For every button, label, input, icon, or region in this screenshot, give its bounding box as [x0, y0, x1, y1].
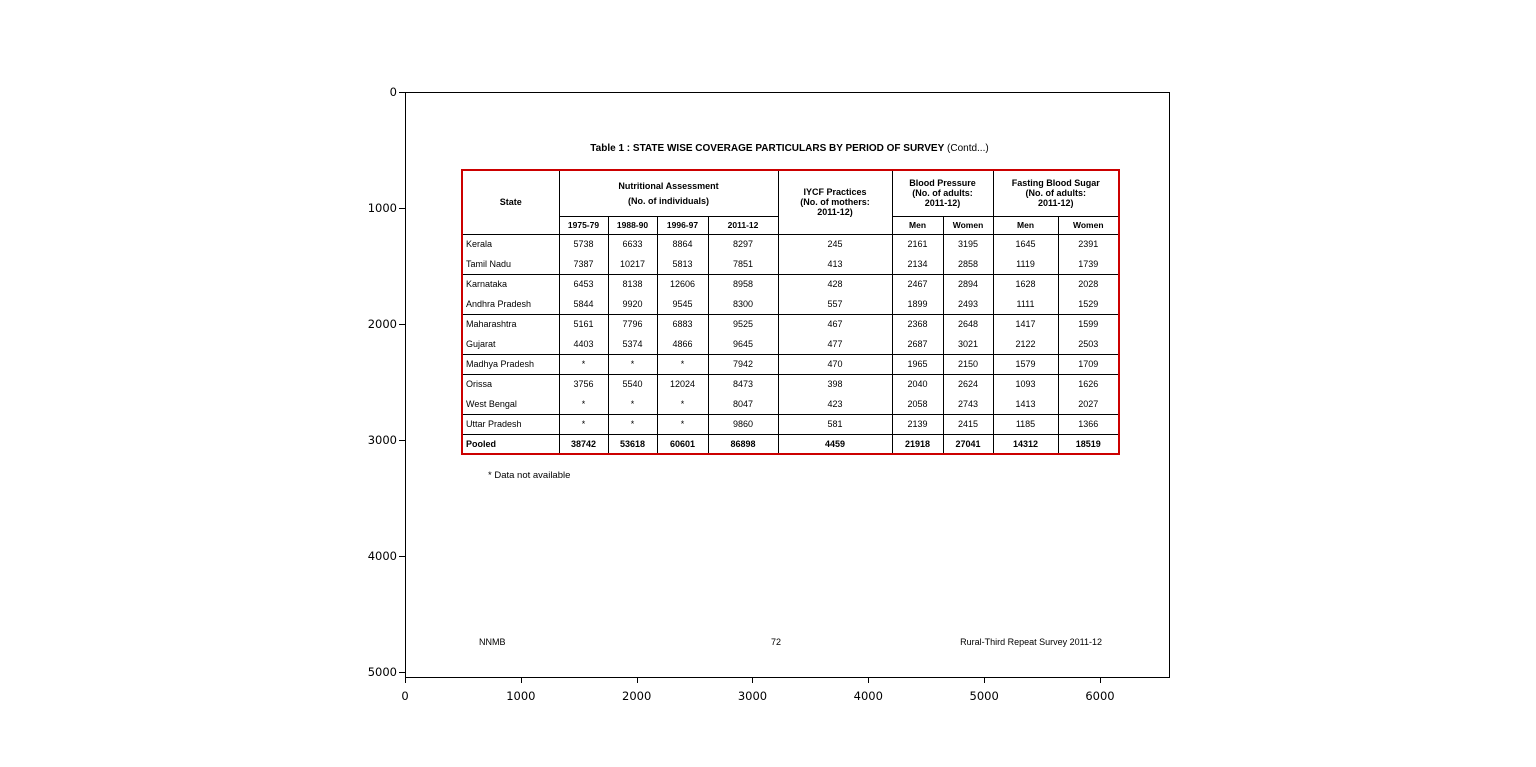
value-cell: 6633	[608, 234, 657, 254]
table-header	[462, 170, 1119, 234]
value-cell: 1628	[993, 274, 1058, 294]
value-cell: *	[559, 354, 608, 374]
header-fbs-line1: Fasting Blood Sugar	[1011, 178, 1100, 189]
y-tick-label: 1000	[367, 201, 397, 215]
value-cell: 38742	[559, 434, 608, 454]
header-bp-line2: (No. of adults:	[912, 188, 973, 199]
footnote: * Data not available	[488, 470, 571, 481]
value-cell: 86898	[708, 434, 778, 454]
value-cell: 2467	[892, 274, 943, 294]
value-cell: 2503	[1058, 334, 1119, 354]
value-cell: 8297	[708, 234, 778, 254]
value-cell: 1739	[1058, 254, 1119, 274]
value-cell: 8864	[657, 234, 708, 254]
state-cell: Madhya Pradesh	[462, 354, 559, 374]
table-row	[462, 394, 1119, 414]
plot-area	[405, 92, 1170, 678]
header-iycf-line1: IYCF Practices	[803, 187, 867, 198]
value-cell: 9525	[708, 314, 778, 334]
value-cell: 2122	[993, 334, 1058, 354]
table-row	[462, 334, 1119, 354]
header-blood-pressure	[892, 170, 993, 216]
value-cell: 2624	[943, 374, 993, 394]
value-cell: 1599	[1058, 314, 1119, 334]
value-cell: 7942	[708, 354, 778, 374]
value-cell: 10217	[608, 254, 657, 274]
value-cell: 2150	[943, 354, 993, 374]
header-nutritional-line2: (No. of individuals)	[628, 195, 709, 206]
state-cell: West Bengal	[462, 394, 559, 414]
value-cell: 1529	[1058, 294, 1119, 314]
value-cell: 2894	[943, 274, 993, 294]
header-year-1996-97: 1996-97	[657, 216, 708, 234]
value-cell: 1709	[1058, 354, 1119, 374]
value-cell: 2027	[1058, 394, 1119, 414]
state-cell: Maharashtra	[466, 319, 517, 330]
value-cell: 2040	[892, 374, 943, 394]
value-cell: *	[608, 354, 657, 374]
value-cell: 2134	[892, 254, 943, 274]
value-cell: 557	[778, 294, 892, 314]
state-cell: Kerala	[466, 239, 493, 250]
table-row	[462, 374, 1119, 394]
table-row	[462, 314, 1119, 334]
value-cell: 2028	[1058, 274, 1119, 294]
value-cell: 3756	[559, 374, 608, 394]
y-tick-label: 2000	[367, 317, 397, 331]
value-cell: 1093	[993, 374, 1058, 394]
header-bp-men: Men	[892, 216, 943, 234]
value-cell: 398	[778, 374, 892, 394]
value-cell: 245	[778, 234, 892, 254]
table-row	[462, 354, 1119, 374]
value-cell: 7796	[608, 314, 657, 334]
value-cell: 2648	[943, 314, 993, 334]
value-cell: 5374	[608, 334, 657, 354]
header-year-2011-12: 2011-12	[708, 216, 778, 234]
state-cell: Uttar Pradesh	[462, 414, 559, 434]
header-bp-line1: Blood Pressure	[909, 178, 976, 189]
value-cell: 423	[778, 394, 892, 414]
value-cell: 5813	[657, 254, 708, 274]
value-cell: 53618	[608, 434, 657, 454]
value-cell: 7851	[708, 254, 778, 274]
state-cell: Gujarat	[462, 334, 559, 354]
header-fbs-men: Men	[993, 216, 1058, 234]
value-cell: 8958	[708, 274, 778, 294]
value-cell: *	[608, 414, 657, 434]
value-cell: 8473	[708, 374, 778, 394]
value-cell: 27041	[943, 434, 993, 454]
value-cell: 1111	[993, 294, 1058, 314]
value-cell: 60601	[657, 434, 708, 454]
header-fbs-women: Women	[1058, 216, 1119, 234]
value-cell: 5738	[559, 234, 608, 254]
table-body	[462, 234, 1119, 454]
y-tick-label: 5000	[367, 665, 397, 679]
value-cell: 2161	[892, 234, 943, 254]
value-cell: 6883	[657, 314, 708, 334]
value-cell: 470	[778, 354, 892, 374]
value-cell: 1626	[1058, 374, 1119, 394]
value-cell: 2058	[892, 394, 943, 414]
x-tick-label: 3000	[737, 689, 768, 703]
state-cell: Tamil Nadu	[462, 254, 559, 274]
coverage-table	[461, 169, 1120, 455]
value-cell: 9920	[608, 294, 657, 314]
table-row	[462, 434, 1119, 454]
value-cell: 8138	[608, 274, 657, 294]
header-state: State	[462, 170, 559, 234]
coverage-table-wrapper	[461, 169, 1120, 455]
header-bp-women: Women	[943, 216, 993, 234]
state-cell: Pooled	[466, 438, 497, 449]
value-cell: 4403	[559, 334, 608, 354]
value-cell: 9545	[657, 294, 708, 314]
state-cell: Andhra Pradesh	[462, 294, 559, 314]
header-fbs-line3: 2011-12)	[1038, 198, 1074, 209]
x-tick-label: 0	[401, 689, 409, 703]
value-cell: 1119	[993, 254, 1058, 274]
value-cell: 5161	[559, 314, 608, 334]
value-cell: 8047	[708, 394, 778, 414]
header-iycf-line2: (No. of mothers:	[800, 197, 870, 208]
value-cell: 9860	[708, 414, 778, 434]
state-cell: Orissa	[466, 379, 493, 390]
y-tick-label: 0	[389, 85, 397, 99]
value-cell: 21918	[892, 434, 943, 454]
value-cell: 581	[778, 414, 892, 434]
header-iycf-line3: 2011-12)	[817, 207, 853, 218]
value-cell: 7387	[559, 254, 608, 274]
value-cell: *	[608, 394, 657, 414]
document-title-suffix: (Contd...)	[944, 143, 989, 154]
value-cell: 2493	[943, 294, 993, 314]
state-cell: Karnataka	[466, 279, 508, 290]
value-cell: 428	[778, 274, 892, 294]
value-cell: 18519	[1058, 434, 1119, 454]
header-year-1988-90: 1988-90	[608, 216, 657, 234]
value-cell: 4459	[778, 434, 892, 454]
y-tick-label: 4000	[367, 549, 397, 563]
value-cell: 5540	[608, 374, 657, 394]
x-tick-label: 6000	[1085, 689, 1115, 703]
value-cell: 2368	[892, 314, 943, 334]
x-tick-label: 1000	[506, 689, 536, 703]
header-bp-line3: 2011-12)	[924, 198, 961, 209]
footer-org: NNMB	[479, 637, 506, 647]
x-tick-label: 4000	[853, 689, 883, 703]
document-title-main: Table 1 : STATE WISE COVERAGE PARTICULARS BY PERIOD OF SURVEY	[590, 143, 945, 154]
value-cell: 477	[778, 334, 892, 354]
value-cell: 2391	[1058, 234, 1119, 254]
header-nutritional-line1: Nutritional Assessment	[618, 180, 719, 191]
value-cell: 1185	[993, 414, 1058, 434]
table-row	[462, 234, 1119, 254]
value-cell: *	[559, 414, 608, 434]
value-cell: 1579	[993, 354, 1058, 374]
header-iycf	[778, 170, 892, 234]
value-cell: *	[657, 414, 708, 434]
value-cell: 6453	[559, 274, 608, 294]
value-cell: 2687	[892, 334, 943, 354]
value-cell: 5844	[559, 294, 608, 314]
value-cell: 3195	[943, 234, 993, 254]
value-cell: 12606	[657, 274, 708, 294]
value-cell: 2415	[943, 414, 993, 434]
value-cell: 9645	[708, 334, 778, 354]
value-cell: *	[559, 394, 608, 414]
value-cell: 1366	[1058, 414, 1119, 434]
value-cell: 3021	[943, 334, 993, 354]
table-row	[462, 414, 1119, 434]
header-fbs-line2: (No. of adults:	[1025, 188, 1087, 199]
x-tick-label: 2000	[622, 689, 652, 703]
value-cell: 12024	[657, 374, 708, 394]
footer-survey-label: Rural-Third Repeat Survey 2011-12	[960, 637, 1102, 647]
document-title	[461, 143, 1118, 154]
value-cell: 413	[778, 254, 892, 274]
value-cell: 1417	[993, 314, 1058, 334]
value-cell: 1899	[892, 294, 943, 314]
header-fasting-blood-sugar	[993, 170, 1119, 216]
table-row	[462, 254, 1119, 274]
value-cell: 8300	[708, 294, 778, 314]
y-tick-label: 3000	[367, 433, 397, 447]
value-cell: 14312	[993, 434, 1058, 454]
value-cell: 4866	[657, 334, 708, 354]
value-cell: 2858	[943, 254, 993, 274]
value-cell: *	[657, 354, 708, 374]
value-cell: 467	[778, 314, 892, 334]
value-cell: 2743	[943, 394, 993, 414]
x-tick-label: 5000	[969, 689, 999, 703]
value-cell: 1413	[993, 394, 1058, 414]
table-row	[462, 274, 1119, 294]
header-nutritional-assessment	[559, 170, 778, 216]
value-cell: 1645	[993, 234, 1058, 254]
value-cell: 1965	[892, 354, 943, 374]
header-year-1975-79: 1975-79	[559, 216, 608, 234]
value-cell: 2139	[892, 414, 943, 434]
table-row	[462, 294, 1119, 314]
footer-page-number: 72	[770, 637, 781, 647]
value-cell: *	[657, 394, 708, 414]
